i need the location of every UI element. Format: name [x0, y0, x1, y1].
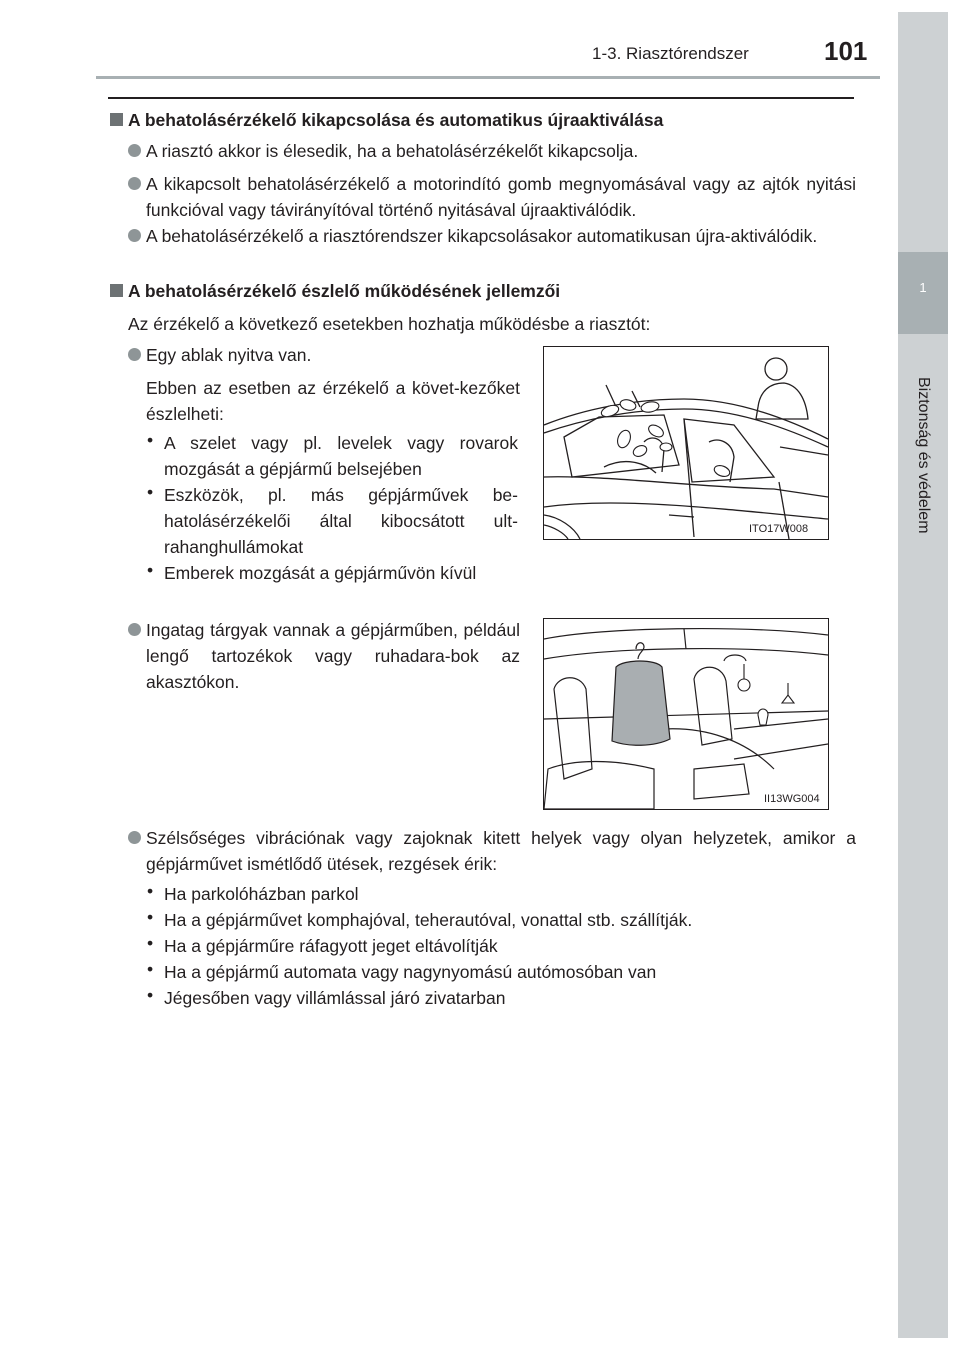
section1-bullet-1: A riasztó akkor is élesedik, ha a behatolásérzékelőt kikapcsolja. — [146, 141, 639, 161]
case1-item-2: Eszközök, pl. más gépjárművek be-hatolásérzékelői által kibocsátott ult-rahanghullámokat — [164, 485, 518, 557]
list-item-marker: • — [147, 560, 154, 580]
figure-open-window — [543, 346, 829, 540]
bullet-circle-icon — [128, 831, 141, 844]
hanging-coat-shape — [612, 661, 670, 745]
chapter-number: 1 — [919, 280, 927, 295]
section-title: 1-3. Riasztórendszer — [592, 44, 749, 63]
section1-bullet-3: A behatolásérzékelő a riasztórendszer kikapcsolásakor automatikusan újra-aktiválódik. — [146, 226, 818, 246]
case1-item-3: Emberek mozgását a gépjárművön kívül — [164, 563, 477, 583]
list-item-marker: • — [147, 881, 154, 901]
content-top-rule — [108, 97, 854, 99]
case3-item-2: Ha a gépjárművet komphajóval, teherautóval, vonattal stb. szállítják. — [164, 910, 693, 930]
section1-heading: A behatolásérzékelő kikapcsolása és automatikus újraaktiválása — [128, 110, 664, 130]
heading-square-icon — [110, 284, 123, 297]
chapter-tab — [898, 12, 948, 1338]
figure-hanging-objects — [543, 618, 829, 810]
page-number: 101 — [824, 36, 868, 66]
list-item-marker: • — [147, 959, 154, 979]
case3-item-5: Jégesőben vagy villámlással járó zivatarban — [164, 988, 506, 1008]
bullet-circle-icon — [128, 144, 141, 157]
list-item-marker: • — [147, 430, 154, 450]
case3-title: Szélsőséges vibrációnak vagy zajoknak kitett helyek vagy olyan helyzetek, amikor a gépjárművet ismétlődő ütések, rezgések érik: — [146, 828, 856, 874]
car-open-window-illustration — [544, 347, 828, 539]
bullet-circle-icon — [128, 229, 141, 242]
case1-item-1: A szelet vagy pl. levelek vagy rovarok mozgását a gépjármű belsejében — [164, 433, 518, 479]
header-rule — [96, 76, 880, 79]
case1-description: Ebben az esetben az érzékelő a követ-kezőket észlelheti: — [146, 378, 520, 424]
bullet-circle-icon — [128, 623, 141, 636]
case3-item-4: Ha a gépjármű automata vagy nagynyomású autómosóban van — [164, 962, 657, 982]
list-item-marker: • — [147, 933, 154, 953]
section2-heading: A behatolásérzékelő észlelő működésének jellemzői — [128, 281, 561, 301]
figure-code: II13WG004 — [764, 793, 820, 805]
chapter-label-wrap — [898, 340, 948, 570]
section2-intro: Az érzékelő a következő esetekben hozhatja működésbe a riasztót: — [128, 314, 651, 334]
section1-bullet-2: A kikapcsolt behatolásérzékelő a motorindító gomb megnyomásával vagy az ajtók nyitási funkcióval vagy távirányítóval történő nyitásával újraaktiválódik. — [146, 174, 856, 220]
case3-item-3: Ha a gépjárműre ráfagyott jeget eltávolítják — [164, 936, 498, 956]
case3-item-1: Ha parkolóházban parkol — [164, 884, 359, 904]
chapter-label: Biztonság és védelem — [915, 376, 932, 534]
figure-code: ITO17W008 — [749, 523, 809, 535]
heading-square-icon — [110, 113, 123, 126]
bullet-circle-icon — [128, 348, 141, 361]
car-interior-hanging-illustration — [544, 619, 828, 809]
list-item-marker: • — [147, 985, 154, 1005]
case2-title: Ingatag tárgyak vannak a gépjárműben, például lengő tartozékok vagy ruhadara-bok az akasztókon. — [146, 620, 520, 692]
list-item-marker: • — [147, 907, 154, 927]
case1-title: Egy ablak nyitva van. — [146, 345, 312, 365]
list-item-marker: • — [147, 482, 154, 502]
bullet-circle-icon — [128, 177, 141, 190]
